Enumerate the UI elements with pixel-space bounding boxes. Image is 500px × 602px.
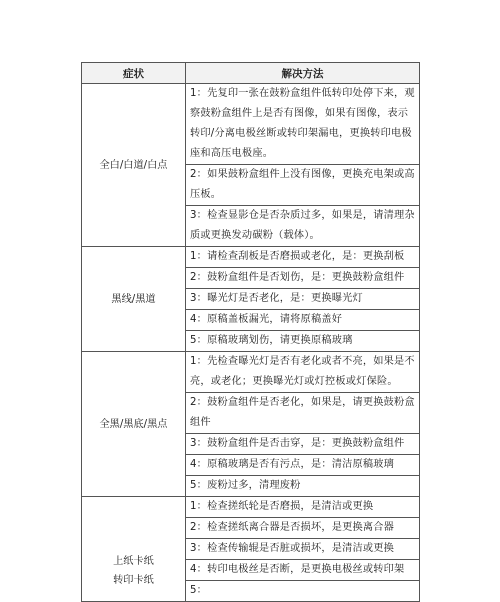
symptom-cell: 黑线/黑道 [82,247,186,352]
solution-cell: 2：检查搓纸离合器是否损坏，是更换离合器 [186,518,420,539]
symptom-cell: 全黑/黑底/黑点 [82,352,186,497]
table-row [82,497,420,518]
solution-cell: 3：检查传输辊是否脏或损坏，是清洁或更换 [186,539,420,560]
solution-cell: 3：检查显影仓是否杂质过多，如果是，请清理杂质或更换发动碳粉（载体）。 [186,206,420,247]
symptom-cell: 全白/白道/白点 [82,84,186,247]
table-row [82,84,420,165]
solution-cell: 1：先复印一张在鼓粉盒组件低转印处停下来，观察鼓粉盒组件上是否有图像，如果有图像，表示转印/分离电极丝断或转印架漏电，更换转印电极座和高压电极座。 [186,84,420,165]
solution-cell: 5：废粉过多，清理废粉 [186,476,420,497]
symptom-line: 转印卡纸 [113,575,154,586]
symptom-line: 上纸卡纸 [113,556,154,567]
table-header-row [82,63,420,84]
table-row [82,352,420,393]
solution-cell: 1：请检查刮板是否磨损或老化，是：更换刮板 [186,247,420,268]
solution-cell: 2：鼓粉盒组件是否老化，如果是，请更换鼓粉盒组件 [186,393,420,434]
troubleshooting-table [81,62,420,602]
solution-cell: 1：检查搓纸轮是否磨损，是清洁或更换 [186,497,420,518]
solution-cell: 4：转印电极丝是否断，是更换电极丝或转印架 [186,560,420,581]
solution-cell: 5： [186,581,420,602]
solution-cell: 4：原稿盖板漏光，请将原稿盖好 [186,310,420,331]
header-solution: 解决方法 [186,63,420,84]
solution-cell: 3：曝光灯是否老化，是：更换曝光灯 [186,289,420,310]
symptom-cell [82,497,186,602]
solution-cell: 2：鼓粉盒组件是否划伤，是：更换鼓粉盒组件 [186,268,420,289]
solution-cell: 1：先检查曝光灯是否有老化或者不亮，如果是不亮，或老化；更换曝光灯或灯控板或灯保险。 [186,352,420,393]
solution-cell: 5：原稿玻璃划伤，请更换原稿玻璃 [186,331,420,352]
solution-cell: 3：鼓粉盒组件是否击穿，是：更换鼓粉盒组件 [186,434,420,455]
solution-cell: 4：原稿玻璃是否有污点，是：清洁原稿玻璃 [186,455,420,476]
solution-cell: 2：如果鼓粉盒组件上没有图像，更换充电架或高压板。 [186,165,420,206]
header-symptom: 症状 [82,63,186,84]
table-row [82,247,420,268]
